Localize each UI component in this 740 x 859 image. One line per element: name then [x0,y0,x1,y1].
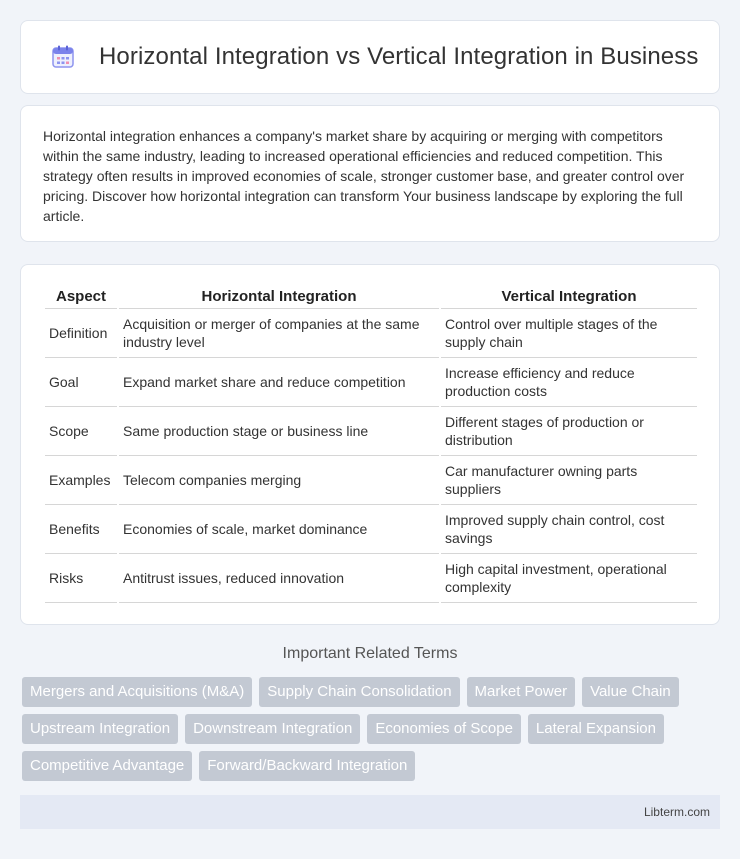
footer-brand[interactable]: Libterm.com [643,805,710,819]
comparison-table [43,285,699,603]
cell-vertical: Control over multiple stages of the supply chain [441,309,697,358]
calendar-icon [49,43,77,71]
related-term-tag[interactable]: Competitive Advantage [22,751,192,781]
cell-horizontal: Expand market share and reduce competition [119,358,439,407]
related-term-tag[interactable]: Value Chain [582,677,679,707]
table-row [45,407,697,456]
cell-horizontal: Antitrust issues, reduced innovation [119,554,439,603]
cell-vertical: Car manufacturer owning parts suppliers [441,456,697,505]
table-row [45,456,697,505]
header-card [20,20,720,94]
cell-horizontal: Same production stage or business line [119,407,439,456]
intro-card [20,105,720,242]
cell-horizontal: Acquisition or merger of companies at the same industry level [119,309,439,358]
cell-aspect: Goal [45,358,117,407]
intro-paragraph: Horizontal integration enhances a company's market share by acquiring or merging with competitors within the same industry, leading to increased operational efficiencies and reduced competition. This strategy often results in improved economies of scale, stronger customer base, and greater control over pricing. Discover how horizontal integration can transform Your business landscape by exploring the full article. [43,128,685,224]
cell-vertical: Increase efficiency and reduce production costs [441,358,697,407]
related-term-tag[interactable]: Mergers and Acquisitions (M&A) [22,677,252,707]
related-term-tag[interactable]: Market Power [467,677,576,707]
cell-aspect: Examples [45,456,117,505]
related-term-tag[interactable]: Lateral Expansion [528,714,664,744]
table-row [45,309,697,358]
related-terms-title: Important Related Terms [282,645,458,662]
related-terms-list [22,677,722,788]
cell-horizontal: Economies of scale, market dominance [119,505,439,554]
header-aspect: Aspect [45,285,117,309]
cell-vertical: Improved supply chain control, cost savings [441,505,697,554]
table-row [45,554,697,603]
related-term-tag[interactable]: Upstream Integration [22,714,178,744]
related-term-tag[interactable]: Economies of Scope [367,714,521,744]
table-header-row [45,285,697,309]
table-row [45,358,697,407]
cell-aspect: Benefits [45,505,117,554]
header-horizontal: Horizontal Integration [119,285,439,309]
cell-aspect: Risks [45,554,117,603]
related-term-tag[interactable]: Downstream Integration [185,714,360,744]
cell-vertical: Different stages of production or distribution [441,407,697,456]
header-vertical: Vertical Integration [441,285,697,309]
related-term-tag[interactable]: Supply Chain Consolidation [259,677,459,707]
cell-vertical: High capital investment, operational complexity [441,554,697,603]
footer [20,795,720,829]
comparison-table-card [20,264,720,625]
cell-horizontal: Telecom companies merging [119,456,439,505]
page-title: Horizontal Integration vs Vertical Integration in Business [99,43,699,70]
related-term-tag[interactable]: Forward/Backward Integration [199,751,415,781]
cell-aspect: Scope [45,407,117,456]
cell-aspect: Definition [45,309,117,358]
table-row [45,505,697,554]
